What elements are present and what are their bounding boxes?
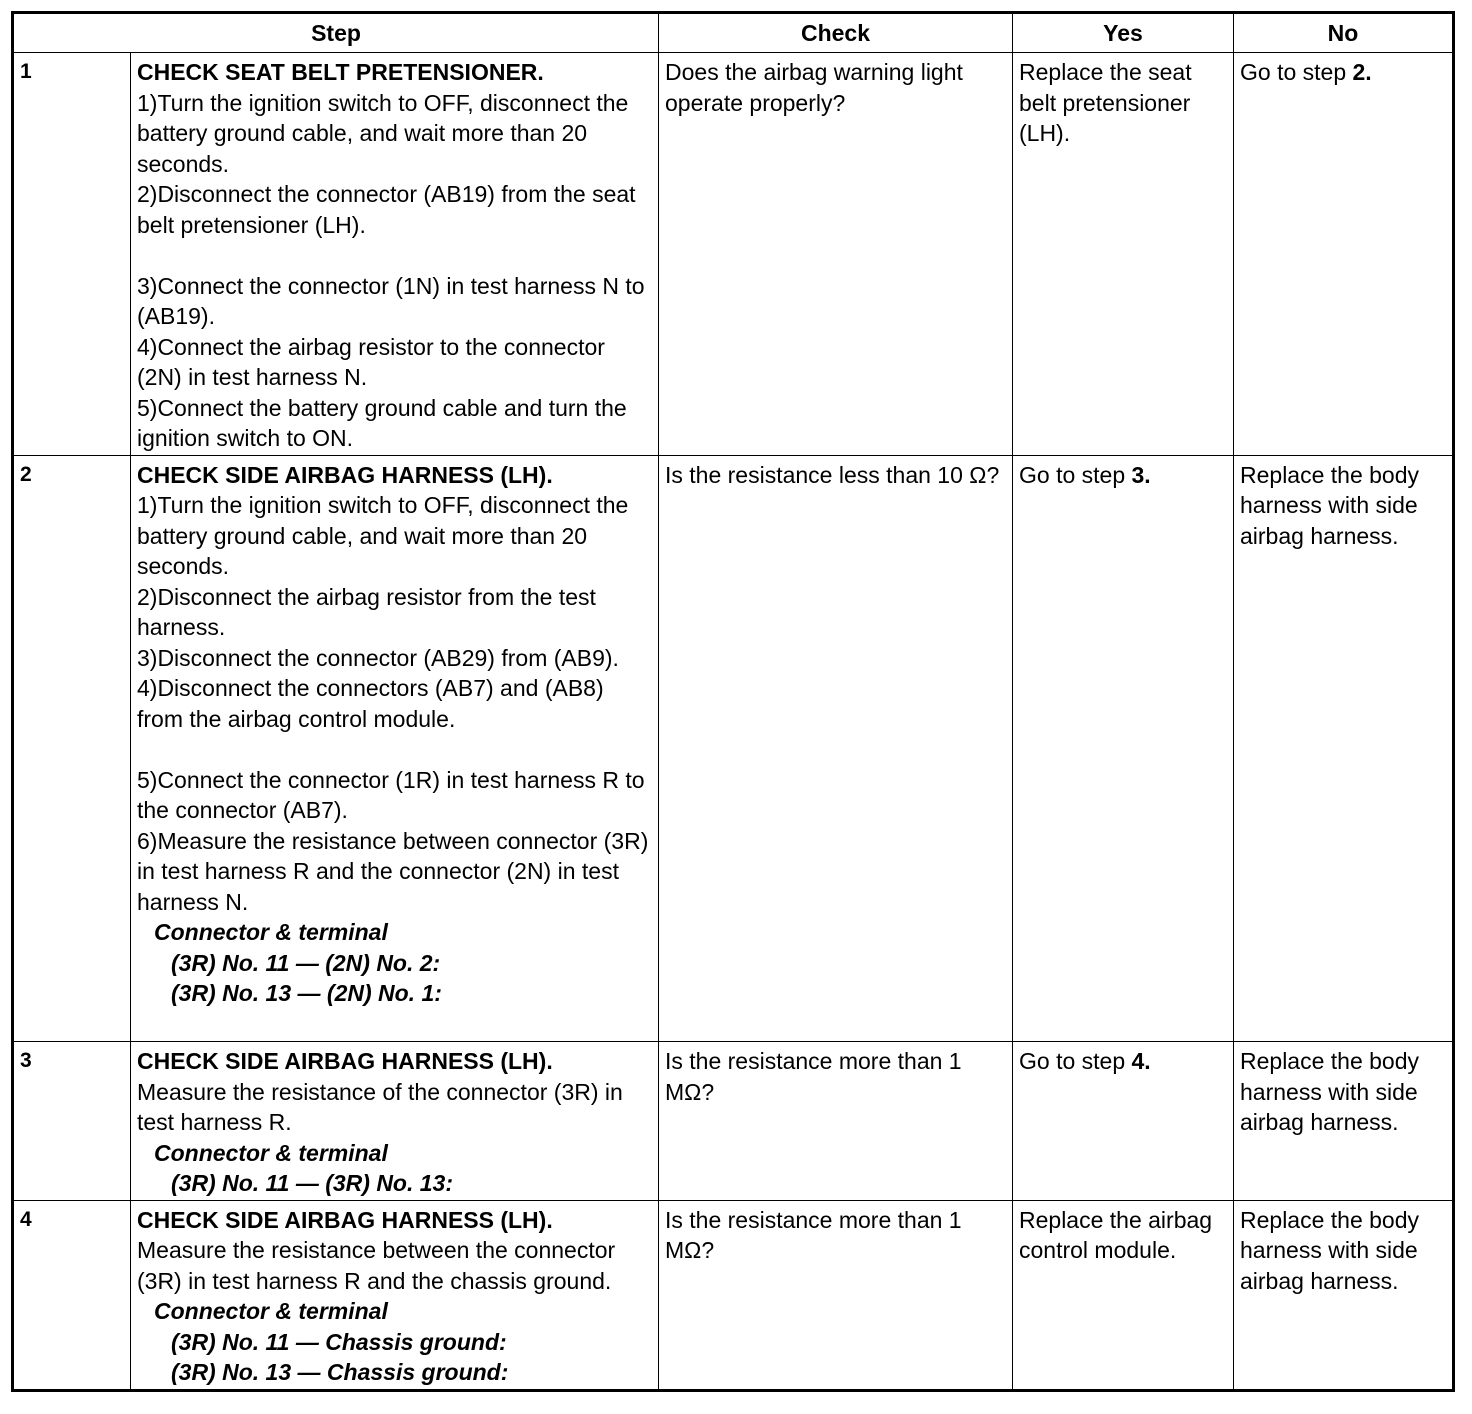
- table-row: [13, 1200, 1454, 1390]
- yes-text: Go to step: [1019, 461, 1132, 488]
- instruction: 1)Turn the ignition switch to OFF, disconnect the battery ground cable, and wait more than 20 seconds.: [137, 492, 629, 580]
- step-title: CHECK SEAT BELT PRETENSIONER.: [137, 59, 544, 85]
- instruction: 6)Measure the resistance between connector (3R) in test harness R and the connector (2N) in test harness N.: [137, 827, 649, 915]
- connector-label: Connector & terminal: [154, 919, 388, 946]
- instruction: 4)Connect the airbag resistor to the connector (2N) in test harness N.: [137, 333, 605, 390]
- yes-text: Go to step: [1019, 1048, 1132, 1075]
- no-cell: Replace the body harness with side airbag harness.: [1234, 455, 1454, 1042]
- step-number: 4: [13, 1200, 131, 1390]
- step-title: CHECK SIDE AIRBAG HARNESS (LH).: [137, 1048, 553, 1075]
- header-step: Step: [13, 13, 659, 53]
- check-cell: Is the resistance more than 1 MΩ?: [659, 1042, 1013, 1200]
- instruction: Measure the resistance between the connector (3R) in test harness R and the chassis ground.: [137, 1237, 616, 1294]
- instruction: 1)Turn the ignition switch to OFF, disconnect the battery ground cable, and wait more than 20 seconds.: [137, 89, 629, 177]
- table-row: [13, 1042, 1454, 1200]
- check-cell: Is the resistance less than 10 Ω?: [659, 455, 1013, 1042]
- yes-cell: [1013, 455, 1234, 1042]
- instruction: 2)Disconnect the airbag resistor from the test harness.: [137, 583, 596, 641]
- instruction: 3)Connect the connector (1N) in test harness N to (AB19).: [137, 272, 645, 329]
- terminal-spec: (3R) No. 11 — (2N) No. 2:: [171, 949, 441, 976]
- instruction: 3)Disconnect the connector (AB29) from (AB9).: [137, 644, 619, 671]
- table-row: [13, 53, 1454, 456]
- terminal-spec: (3R) No. 11 — Chassis ground:: [171, 1328, 507, 1355]
- yes-cell: Replace the airbag control module.: [1013, 1200, 1234, 1390]
- instruction: 5)Connect the battery ground cable and turn the ignition switch to ON.: [137, 394, 627, 451]
- step-title: CHECK SIDE AIRBAG HARNESS (LH).: [137, 1206, 553, 1233]
- instruction: Measure the resistance of the connector (3R) in test harness R.: [137, 1078, 623, 1136]
- yes-cell: Replace the seat belt pretensioner (LH).: [1013, 53, 1234, 456]
- no-cell: Replace the body harness with side airbag harness.: [1234, 1200, 1454, 1390]
- connector-label: Connector & terminal: [154, 1139, 388, 1166]
- step-number: 1: [13, 53, 131, 456]
- instruction: 4)Disconnect the connectors (AB7) and (AB8) from the airbag control module.: [137, 675, 604, 732]
- header-yes: Yes: [1013, 13, 1234, 53]
- step-title: CHECK SIDE AIRBAG HARNESS (LH).: [137, 461, 553, 488]
- check-cell: Is the resistance more than 1 MΩ?: [659, 1200, 1013, 1390]
- step-number: 3: [13, 1042, 131, 1200]
- instruction: 2)Disconnect the connector (AB19) from the seat belt pretensioner (LH).: [137, 181, 636, 238]
- step-description: [131, 53, 659, 456]
- table-row: [13, 455, 1454, 1042]
- step-description: [131, 1200, 659, 1390]
- instruction: 5)Connect the connector (1R) in test harness R to the connector (AB7).: [137, 766, 645, 824]
- step-description: [131, 455, 659, 1042]
- no-cell: Replace the body harness with side airbag harness.: [1234, 1042, 1454, 1200]
- connector-label: Connector & terminal: [154, 1298, 388, 1325]
- step-ref: 4.: [1131, 1048, 1151, 1075]
- diagnostic-table: [11, 11, 1455, 1392]
- step-ref: 2.: [1352, 59, 1372, 85]
- terminal-spec: (3R) No. 13 — Chassis ground:: [171, 1359, 509, 1386]
- header-check: Check: [659, 13, 1013, 53]
- step-description: [131, 1042, 659, 1200]
- terminal-spec: (3R) No. 13 — (2N) No. 1:: [171, 980, 442, 1007]
- step-number: 2: [13, 455, 131, 1042]
- step-ref: 3.: [1131, 461, 1151, 488]
- header-row: [13, 13, 1454, 53]
- header-no: No: [1234, 13, 1454, 53]
- terminal-spec: (3R) No. 11 — (3R) No. 13:: [171, 1170, 453, 1197]
- yes-cell: [1013, 1042, 1234, 1200]
- no-cell: [1234, 53, 1454, 456]
- check-cell: Does the airbag warning light operate properly?: [659, 53, 1013, 456]
- no-text: Go to step: [1240, 59, 1353, 85]
